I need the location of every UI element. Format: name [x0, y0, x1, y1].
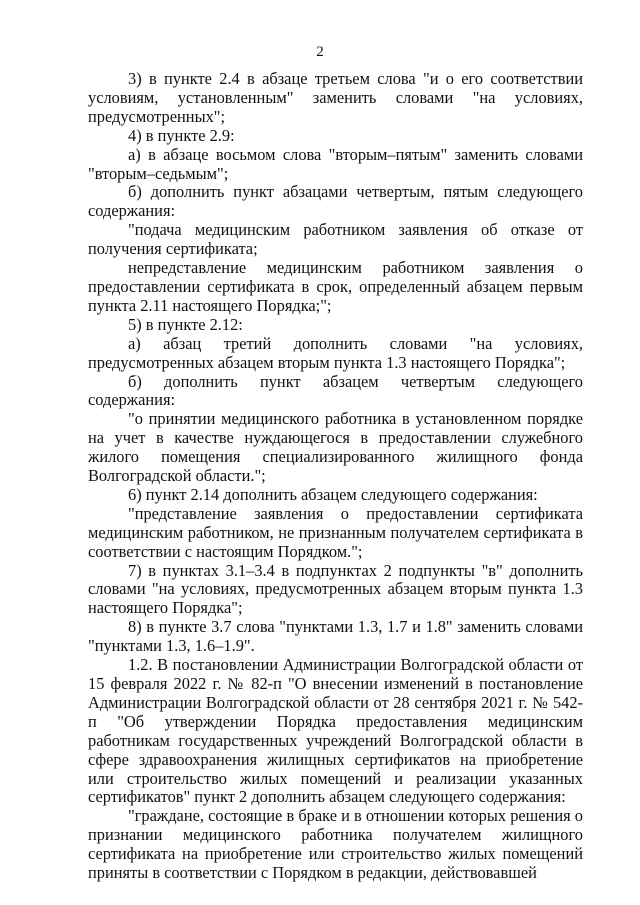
- paragraph: непредставление медицинским работником заявления о предоставлении сертификата в срок, определенный абзацем первым пункта 2.11 настоящего Порядка;";: [88, 258, 583, 315]
- paragraph: "подача медицинским работником заявления об отказе от получения сертификата;: [88, 220, 583, 259]
- document-body: [88, 70, 583, 883]
- paragraph: "представление заявления о предоставлении сертификата медицинским работником, не признанным получателем сертификата в соответствии с настоящим Порядком.";: [88, 503, 583, 561]
- paragraph: б) дополнить пункт абзацами четвертым, пятым следующего содержания:: [88, 182, 583, 221]
- paragraph: 5) в пункте 2.12:: [128, 314, 243, 334]
- paragraph: б) дополнить пункт абзацем четвертым следующего содержания:: [88, 371, 583, 410]
- paragraph: 3) в пункте 2.4 в абзаце третьем слова "и о его соответствии условиям, установленным" заменить словами "на условиях, предусмотренных";: [88, 69, 583, 126]
- page-number: 2: [316, 44, 324, 60]
- paragraph: "о принятии медицинского работника в установленном порядке на учет в качестве нуждающегося в предоставлении служебного жилого помещения специализированного жилищного фонда Волгоградской области.";: [88, 409, 583, 486]
- paragraph: "граждане, состоящие в браке и в отношении которых решения о признании медицинского работника получателем жилищного сертификата на приобретение или строительство жилых помещений приняты в соответствии с Порядком в редакции, действовавшей: [88, 806, 583, 883]
- paragraph: 6) пункт 2.14 дополнить абзацем следующего содержания:: [128, 484, 538, 504]
- paragraph: 4) в пункте 2.9:: [128, 125, 235, 145]
- paragraph: а) абзац третий дополнить словами "на условиях, предусмотренных абзацем вторым пункта 1.3 настоящего Порядка";: [88, 333, 583, 372]
- paragraph: 8) в пункте 3.7 слова "пунктами 1.3, 1.7 и 1.8" заменить словами "пунктами 1.3, 1.6–1.9".: [88, 617, 583, 656]
- paragraph: а) в абзаце восьмом слова "вторым–пятым" заменить словами "вторым–седьмым";: [88, 144, 583, 183]
- paragraph: 7) в пунктах 3.1–3.4 в подпунктах 2 подпункты "в" дополнить словами "на условиях, предусмотренных абзацем вторым пункта 1.3 настоящего Порядка";: [88, 560, 583, 618]
- paragraph: 1.2. В постановлении Администрации Волгоградской области от 15 февраля 2022 г. № 82-п "О внесении изменений в постановление Администрации Волгоградской области от 28 сентября 2021 г. № 542-п "Об утверждении Порядка предоставления медицинским работникам государственных учреждений Волгоградской области в сфере здравоохранения жилищных сертификатов на приобретение или строительство жилых помещений и реализации указанных сертификатов" пункт 2 дополнить абзацем следующего содержания:: [88, 655, 583, 807]
